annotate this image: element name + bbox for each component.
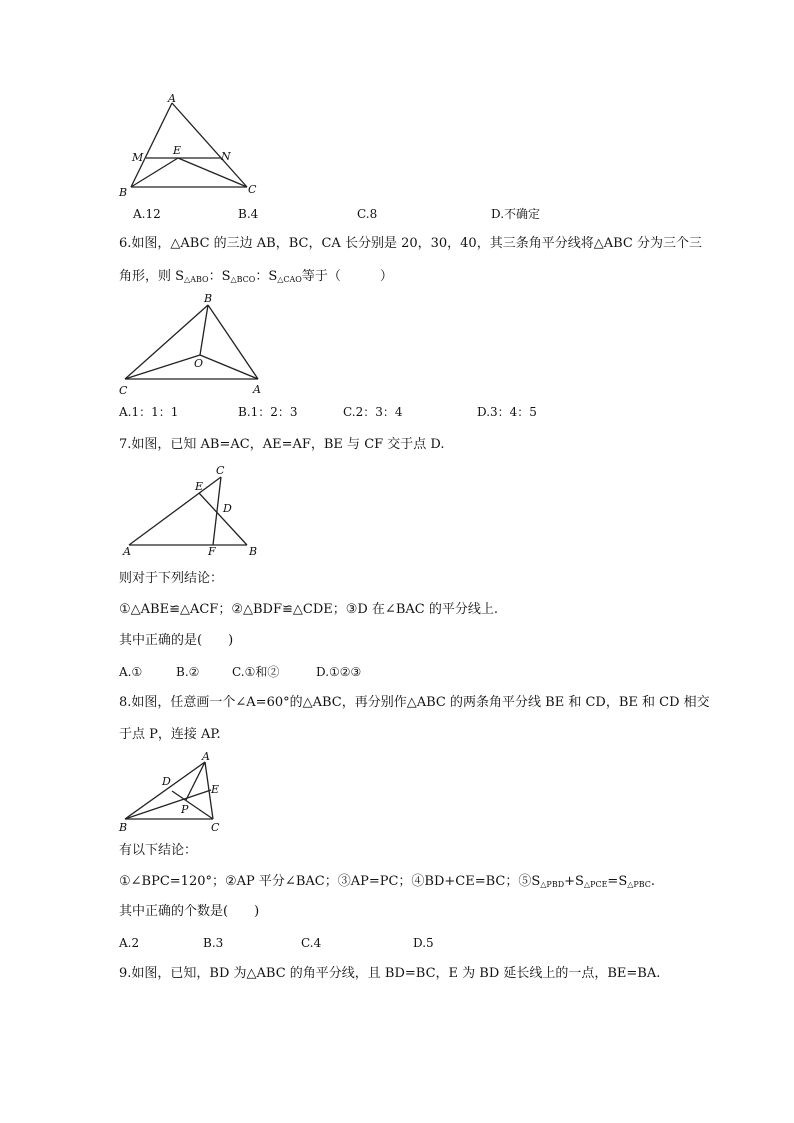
- q6-sub-cao: △CAO: [277, 275, 302, 284]
- q8-label-C: C: [211, 821, 220, 834]
- q5-label-M: M: [132, 151, 144, 164]
- q8-question-prompt: 其中正确的个数是( ): [119, 904, 260, 919]
- q6-sep: ：S: [255, 269, 278, 284]
- q8-option-b: B.3: [203, 936, 224, 950]
- q7-question-prompt: 其中正确的是( ): [119, 633, 234, 648]
- q7-label-C: C: [216, 464, 225, 477]
- q8-label-P: P: [181, 803, 189, 816]
- q5-option-b: B.4: [238, 207, 259, 221]
- q8-label-B: B: [119, 821, 128, 834]
- q8-sub-pbc: △PBC: [627, 880, 651, 889]
- q7-conclusions: ①△ABE≌△ACF；②△BDF≌△CDE；③D 在∠BAC 的平分线上.: [119, 602, 498, 617]
- q6-text: 角形，则 S: [119, 269, 185, 284]
- q7-label-E: E: [195, 480, 204, 493]
- q7-label-A: A: [123, 545, 131, 558]
- q8-question-line1: 8.如图，任意画一个∠A=60°的△ABC，再分别作△ABC 的两条角平分线 BE 和 CD，BE 和 CD 相交: [119, 695, 710, 710]
- q7-label-D: D: [223, 502, 232, 515]
- q6-label-O: O: [194, 357, 204, 370]
- q8-text: +S: [564, 874, 584, 889]
- q5-label-A: A: [168, 92, 176, 105]
- q6-question-line2: [119, 269, 393, 288]
- q5-option-d: D.不确定: [491, 207, 541, 221]
- q8-sub-pce: △PCE: [583, 880, 608, 889]
- q6-label-B: B: [204, 292, 213, 305]
- q8-text: .: [650, 874, 656, 889]
- q8-question-line3: 有以下结论：: [119, 843, 198, 858]
- q9-question-line1: 9.如图，已知，BD 为△ABC 的角平分线，且 BD=BC，E 为 BD 延长线上的一点，BE=BA.: [119, 966, 661, 981]
- q5-option-a: A.12: [133, 207, 161, 221]
- q7-label-F: F: [208, 545, 216, 558]
- q6-sub-bco: △BCO: [230, 275, 256, 284]
- q6-option-a: A.1：1：1: [119, 405, 179, 419]
- q8-option-a: A.2: [119, 936, 140, 950]
- q5-label-E: E: [173, 144, 182, 157]
- q5-option-c: C.8: [357, 207, 378, 221]
- q6-sub-abo: △ABO: [184, 275, 209, 284]
- q6-option-d: D.3：4：5: [477, 405, 537, 419]
- q6-question-line1: 6.如图，△ABC 的三边 AB，BC，CA 长分别是 20，30，40，其三条角平分线将△ABC 分为三个三: [119, 236, 702, 251]
- q8-question-line2: 于点 P，连接 AP.: [119, 727, 221, 742]
- q8-conclusions: [119, 874, 655, 893]
- q7-question-line1: 7.如图，已知 AB=AC，AE=AF，BE 与 CF 交于点 D.: [119, 437, 445, 452]
- q8-option-d: D.5: [413, 936, 434, 950]
- q5-label-B: B: [119, 186, 128, 199]
- q5-triangle-figure: [115, 90, 275, 200]
- q7-triangle-figure: [115, 462, 275, 562]
- q7-option-c: C.①和②: [232, 665, 280, 679]
- q8-label-A: A: [202, 750, 210, 763]
- q8-text: =S: [607, 874, 628, 889]
- q6-text: 等于（ ）: [301, 269, 393, 284]
- q7-option-b: B.②: [176, 665, 200, 679]
- q8-label-E: E: [211, 783, 220, 796]
- q7-question-line2: 则对于下列结论：: [119, 571, 224, 586]
- q6-label-A: A: [253, 383, 261, 396]
- q6-option-b: B.1：2：3: [238, 405, 298, 419]
- q5-label-C: C: [248, 183, 257, 196]
- q6-label-C: C: [119, 384, 128, 397]
- q6-option-c: C.2：3：4: [343, 405, 403, 419]
- q6-triangle-figure: [115, 290, 275, 400]
- q7-label-B: B: [249, 545, 258, 558]
- q6-sep: ：S: [208, 269, 231, 284]
- q8-label-D: D: [162, 775, 171, 788]
- q8-option-c: C.4: [301, 936, 322, 950]
- q7-option-a: A.①: [119, 665, 143, 679]
- q5-label-N: N: [221, 150, 231, 163]
- q8-sub-pbd: △PBD: [540, 880, 565, 889]
- q8-text: ①∠BPC=120°；②AP 平分∠BAC；③AP=PC；④BD+CE=BC；⑤S: [119, 874, 541, 889]
- q8-triangle-figure: [115, 750, 275, 840]
- q7-option-d: D.①②③: [316, 665, 362, 679]
